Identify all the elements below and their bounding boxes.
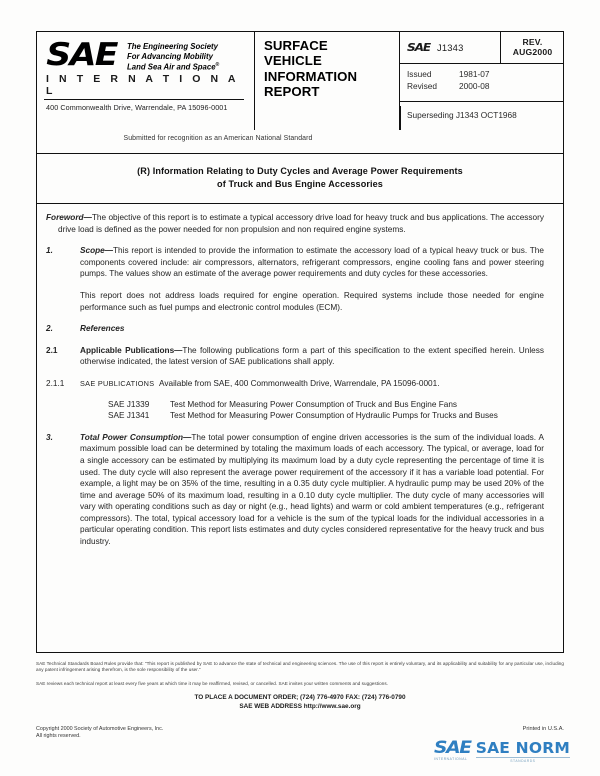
reference-title: Test Method for Measuring Power Consumption of Hydraulic Pumps for Trucks and Buses — [170, 411, 498, 421]
list-item — [108, 399, 544, 411]
doc-type-line-1: SURFACE — [264, 38, 328, 53]
reference-list — [46, 399, 544, 422]
references-title: References — [80, 324, 125, 334]
applicable-publications-number: 2.1 — [46, 345, 58, 355]
references-section — [46, 323, 544, 335]
document-footer — [36, 661, 564, 711]
sae-publications-label: SAE PUBLICATIONS — [80, 378, 155, 388]
revised-value: 2000-08 — [459, 80, 490, 91]
document-meta-block — [400, 31, 564, 130]
doc-number-cell — [400, 31, 501, 63]
revision-label: REV. — [522, 36, 543, 47]
applicable-publications-lead: Applicable Publications— — [80, 345, 183, 355]
dates-cell — [400, 64, 564, 102]
sae-norm-logo — [434, 740, 570, 763]
sae-wordmark-text: SAE — [46, 37, 117, 73]
document-body — [36, 212, 564, 558]
scope-text-2: This report does not address loads required for engine operation. Required systems include those needed for engine performance such as fuel pumps and electronic control modules (ECM). — [80, 290, 544, 312]
reference-id: SAE J1341 — [108, 411, 150, 421]
total-power-text: The total power consumption of engine driven accessories is the sum of the individual loads. A maximum possible load can be determined by totaling the maximum loads of each accessory. The typical, or average, load for a single accessory can be estimated by multiplying its maximum load by a duty cycle representing the percentage of time it is used. The duty cycle will also represent the average power requirement of the accessory if it has a variable load potential. For example, a light may be on 35% of the time, resulting in a 0.35 duty cycle multiplier. A hydraulic pump may be used 20% of the time and average 50% of its maximum load, resulting in a 0.10 duty cycle multiplier. The duty cycle of many accessories will vary with operating conditions such as day or night (e.g., head lights) and warm or cold ambient temperatures (e.g., refrigerant compressors). The total, typical accessory load for a vehicle is the sum of the typical loads for the individual accessories in a particular operating condition. This report lists estimates and duty cycles considered representative for the heavy truck and bus industry. — [80, 432, 544, 547]
header-column-divider — [400, 106, 401, 130]
applicable-publications-text: The following publications form a part of this specification to the extent specified herein. Unless otherwise indicated, the latest version of SAE publications shall apply. — [80, 345, 544, 367]
sae-logo-block — [36, 31, 254, 130]
sae-publications-text: Available from SAE, 400 Commonwealth Drive, Warrendale, PA 15096-0001. — [159, 378, 440, 388]
document-type-block — [254, 31, 400, 130]
doc-number-row — [400, 31, 564, 64]
scope-section — [46, 245, 544, 280]
total-power-section — [46, 432, 544, 548]
issued-value: 1981-07 — [459, 69, 490, 79]
page-title-line-2: of Truck and Bus Engine Accessories — [217, 179, 383, 189]
sae-address: 400 Commonwealth Drive, Warrendale, PA 15096-0001 — [46, 102, 228, 112]
total-power-number: 3. — [46, 432, 53, 442]
reference-title: Test Method for Measuring Power Consumption of Truck and Bus Engine Fans — [170, 399, 458, 409]
doc-number-value: J1343 — [436, 41, 464, 53]
scope-text: This report is intended to provide the information to estimate the accessory load of a typical heavy truck or bus. The components covered include: air compressors, alternators, refrigerant compressors, engine cooling fans and power steering pumps. The values show an estimate of the average power requirements and duty cycles for these accessories. — [80, 246, 544, 279]
doc-type-line-4: REPORT — [264, 84, 320, 100]
doc-type-line-2: VEHICLE — [264, 53, 322, 69]
references-number: 2. — [46, 324, 53, 334]
document-header — [36, 31, 564, 130]
copyright-block — [36, 726, 163, 741]
sae-norm-sub: STANDARDS — [476, 757, 570, 763]
revised-label: Revised — [407, 80, 437, 91]
review-notice: SAE reviews each technical report at least every five years at which time it may be reaffirmed, revised, or cancelled. SAE invites your written comments and suggestions. — [36, 680, 389, 686]
copyright-line-1: Copyright 2000 Society of Automotive Engineers, Inc. — [36, 726, 164, 732]
sae-norm-mark: SAE — [434, 738, 472, 758]
legal-notice: SAE Technical Standards Board Rules provide that: "This report is published by SAE to advance the state of technical and engineering sciences. The use of this report is entirely voluntary, and its applicability and suitability for any particular use, including any patent infringement arising therefrom, is the sole responsibility of the user." — [36, 661, 564, 673]
sae-publications-number: 2.1.1 — [46, 378, 65, 388]
sae-publications-section — [46, 378, 544, 390]
sae-tagline-line-1: The Engineering Society — [127, 42, 218, 51]
revision-value: AUG2000 — [512, 47, 553, 57]
copyright-line-2: All rights reserved. — [36, 733, 81, 740]
sae-tagline — [127, 41, 219, 72]
printed-in-text: Printed in U.S.A. — [522, 726, 564, 732]
order-web-line: SAE WEB ADDRESS http://www.sae.org — [239, 702, 361, 710]
page-title — [36, 165, 564, 191]
sae-norm-mark-block — [434, 740, 470, 761]
sae-badge-icon: SAE — [407, 40, 431, 54]
submitted-note: Submitted for recognition as an American National Standard — [123, 135, 313, 142]
foreword-lead: Foreword— — [46, 213, 92, 222]
total-power-lead: Total Power Consumption— — [80, 432, 192, 442]
submitted-note-row — [36, 130, 564, 154]
order-phone-line: TO PLACE A DOCUMENT ORDER; (724) 776-4970 FAX: (724) 776-0790 — [194, 694, 406, 702]
scope-lead: Scope— — [80, 246, 114, 256]
scope-number: 1. — [46, 246, 53, 256]
registered-mark-icon: ® — [215, 62, 220, 69]
order-info — [36, 694, 564, 711]
sae-norm-mark-sub: INTERNATIONAL — [434, 757, 468, 761]
applicable-publications-section — [46, 345, 544, 368]
sae-tagline-line-2: For Advancing Mobility — [127, 51, 213, 61]
doc-type-line-3: INFORMATION — [264, 68, 358, 84]
superseding-text: Superseding J1343 OCT1968 — [407, 110, 517, 120]
list-item — [108, 410, 544, 422]
page-title-line-1: (R) Information Relating to Duty Cycles and Average Power Requirements — [137, 166, 463, 176]
sae-norm-text: SAE NORM — [475, 739, 570, 757]
scope-exclusions — [46, 290, 544, 313]
foreword-text: The objective of this report is to estimate a typical accessory drive load for heavy truck and bus applications. The accessory drive load is defined as the power needed for non propulsion and non required engine systems. — [58, 213, 544, 234]
sae-tagline-line-3: Land Sea Air and Space — [127, 62, 216, 72]
reference-id: SAE J1339 — [108, 399, 150, 409]
revised-row — [407, 81, 564, 93]
sae-norm-text-block — [476, 740, 570, 763]
sae-logo — [44, 37, 248, 73]
title-divider — [36, 203, 564, 204]
foreword-section — [46, 212, 544, 235]
issued-row — [407, 69, 564, 81]
issued-label: Issued — [407, 69, 432, 79]
sae-international-text: I N T E R N A T I O N A L — [44, 73, 244, 100]
revision-cell — [501, 31, 564, 63]
